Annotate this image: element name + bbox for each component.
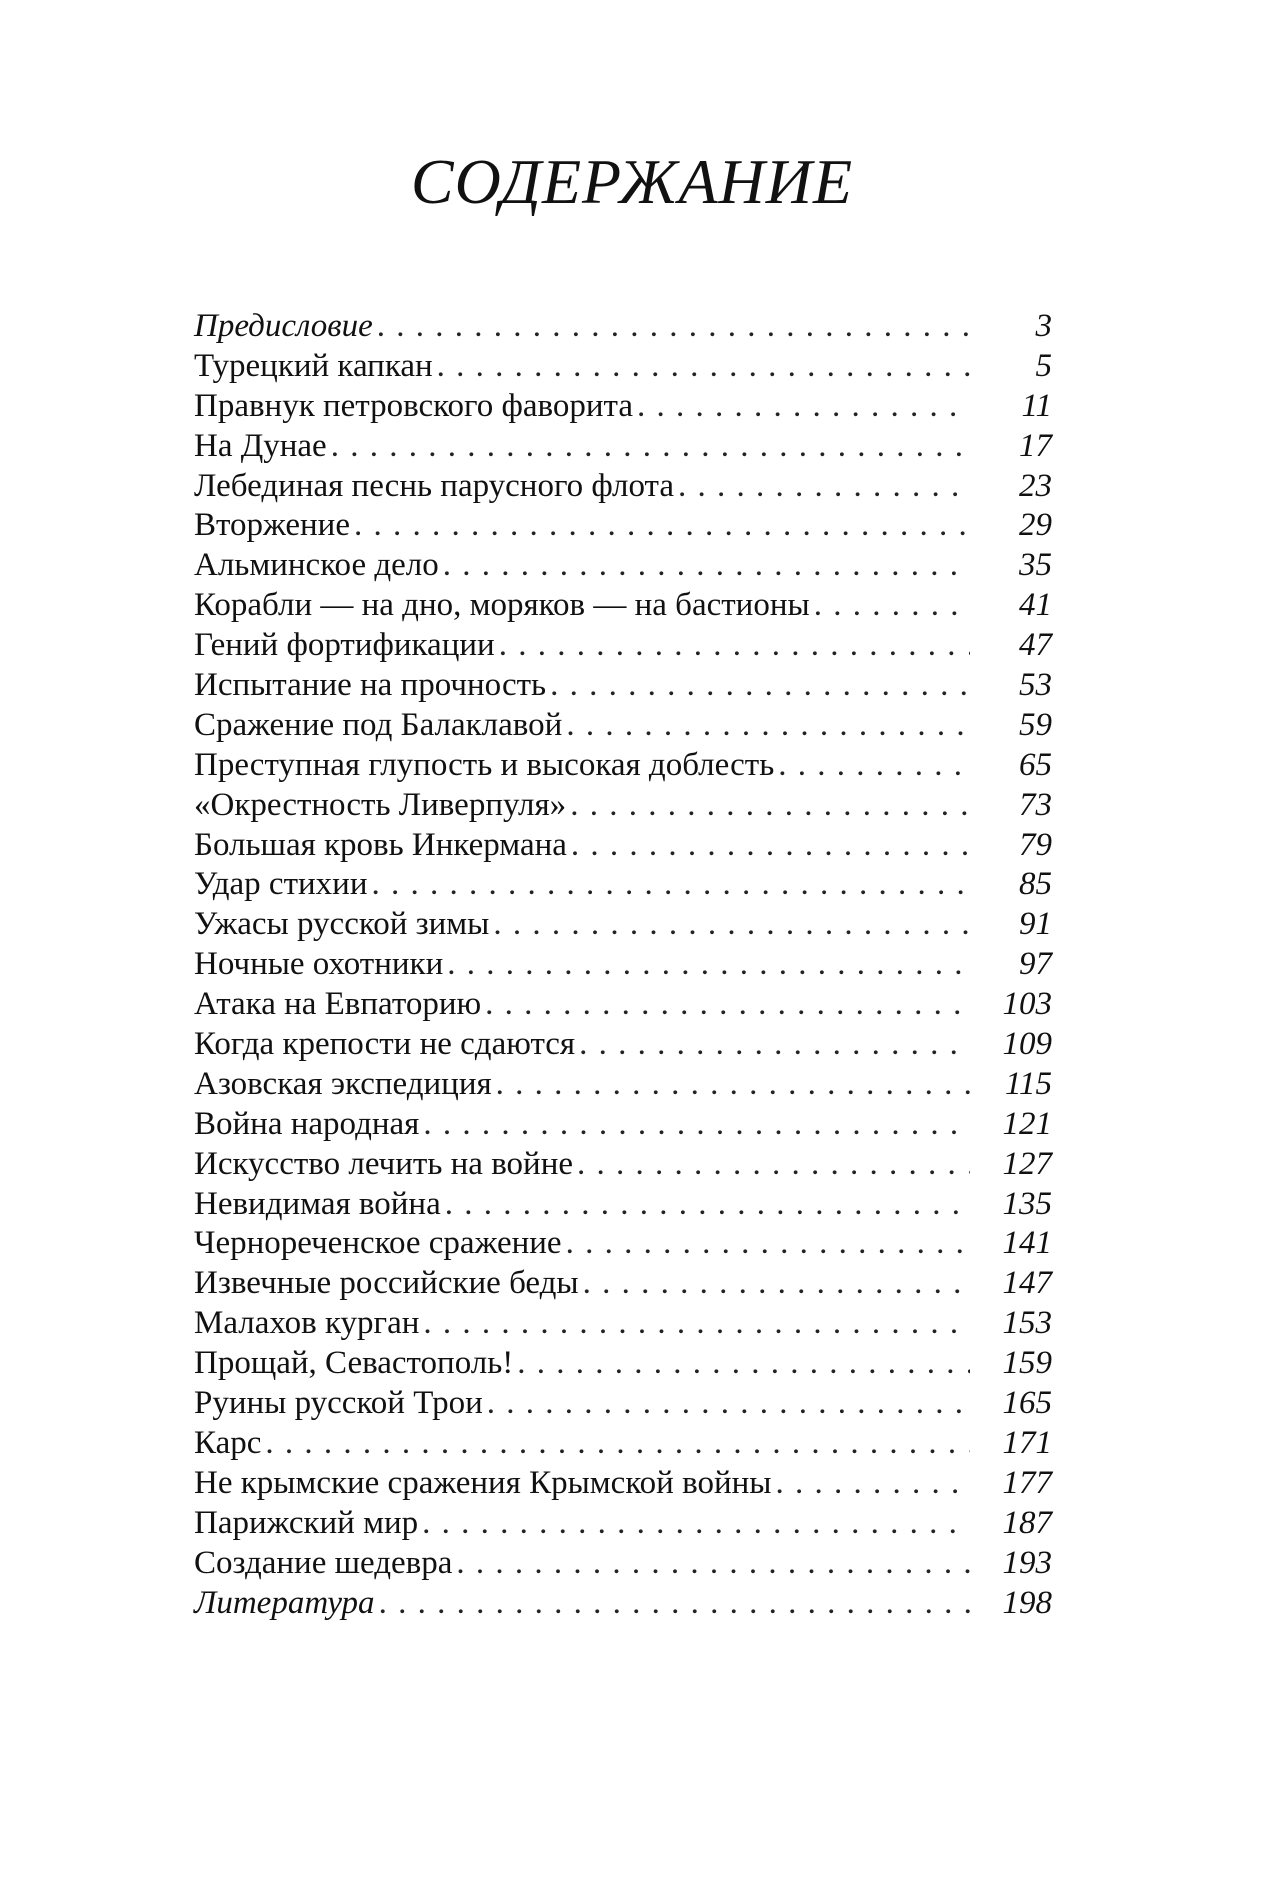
toc-entry <box>194 1384 1052 1424</box>
toc-entry <box>194 746 1052 786</box>
toc-entry-title: Невидимая война <box>194 1185 441 1222</box>
dot-leader <box>379 1584 970 1624</box>
toc-entry-title: Удар стихии <box>194 866 368 903</box>
toc-entry-title: Правнук петровского фаворита <box>194 387 634 424</box>
toc-entry-page: 79 <box>1019 826 1052 863</box>
toc-entry-page: 147 <box>1002 1265 1052 1302</box>
toc-entry <box>194 347 1052 387</box>
dot-leader <box>437 347 970 387</box>
toc-entry <box>194 1185 1052 1225</box>
dot-leader <box>637 387 970 427</box>
toc-entry-page: 5 <box>1035 347 1052 384</box>
toc-entry-title: Атака на Евпаторию <box>194 986 482 1023</box>
toc-entry-page: 187 <box>1002 1504 1052 1541</box>
toc-entry-title: Азовская экспедиция <box>194 1065 492 1102</box>
toc-entry-title: Гений фортификации <box>194 627 495 664</box>
toc-entry-page: 109 <box>1002 1026 1052 1063</box>
toc-entry-title: Когда крепости не сдаются <box>194 1026 576 1063</box>
toc-entry-page: 35 <box>1019 547 1052 584</box>
toc-entry-page: 177 <box>1002 1464 1052 1501</box>
dot-leader <box>331 427 970 467</box>
toc-entry-title: Руины русской Трои <box>194 1385 483 1422</box>
toc-entry-page: 135 <box>1002 1185 1052 1222</box>
toc-entry-title: Прощай, Севастополь! <box>194 1345 514 1382</box>
toc-entry-page: 59 <box>1019 706 1052 743</box>
toc-entry-page: 53 <box>1019 667 1052 704</box>
toc-entry-page: 47 <box>1019 627 1052 664</box>
dot-leader <box>778 746 970 786</box>
toc-entry-title: Турецкий капкан <box>194 347 433 384</box>
toc-entry-title: Парижский мир <box>194 1504 419 1541</box>
toc-entry-page: 3 <box>1035 308 1052 344</box>
toc-entry-title: Искусство лечить на войне <box>194 1145 574 1182</box>
toc-entry <box>194 307 1052 347</box>
toc-entry-page: 97 <box>1019 946 1052 983</box>
toc-entry-page: 103 <box>1002 986 1052 1023</box>
toc-entry <box>194 865 1052 905</box>
toc-entry-page: 91 <box>1019 906 1052 943</box>
toc-entry <box>194 1464 1052 1504</box>
toc-entry-title: Чернореченское сражение <box>194 1225 562 1262</box>
toc-entry-page: 17 <box>1019 427 1052 464</box>
toc-entry-page: 41 <box>1019 587 1052 624</box>
dot-leader <box>371 865 970 905</box>
dot-leader <box>566 1224 970 1264</box>
toc-entry <box>194 1344 1052 1384</box>
toc-entry-page: 115 <box>1004 1065 1052 1102</box>
toc-entry-page: 141 <box>1002 1225 1052 1262</box>
toc-entry-title: Предисловие <box>194 308 373 344</box>
dot-leader <box>423 1105 970 1145</box>
toc-entry-page: 171 <box>1002 1424 1052 1461</box>
toc-entry-title: Карс <box>194 1424 262 1461</box>
toc-entry <box>194 666 1052 706</box>
toc-entry <box>194 1145 1052 1185</box>
toc-entry <box>194 1025 1052 1065</box>
dot-leader <box>775 1464 970 1504</box>
dot-leader <box>517 1344 970 1384</box>
toc-entry-title: Война народная <box>194 1105 420 1142</box>
toc-entry <box>194 1584 1052 1624</box>
dot-leader <box>456 1544 970 1584</box>
toc-entry-title: Извечные российские беды <box>194 1265 579 1302</box>
dot-leader <box>678 467 970 507</box>
toc-entry-title: Ужасы русской зимы <box>194 906 490 943</box>
toc-entry-title: Вторжение <box>194 507 350 544</box>
dot-leader <box>377 307 970 347</box>
toc-entry <box>194 467 1052 507</box>
table-of-contents <box>194 307 1052 1623</box>
toc-entry-page: 198 <box>1002 1584 1052 1621</box>
toc-entry-title: Лебединая песнь парусного флота <box>194 467 674 504</box>
toc-entry-title: Литература <box>194 1584 375 1621</box>
dot-leader <box>570 786 970 826</box>
toc-entry-title: «Окрестность Ливерпуля» <box>194 786 567 823</box>
toc-entry <box>194 945 1052 985</box>
toc-entry <box>194 826 1052 866</box>
dot-leader <box>566 706 970 746</box>
toc-entry <box>194 905 1052 945</box>
dot-leader <box>487 1384 970 1424</box>
toc-entry-page: 193 <box>1002 1544 1052 1581</box>
dot-leader <box>447 945 970 985</box>
page-title: СОДЕРЖАНИЕ <box>410 146 854 217</box>
dot-leader <box>550 666 970 706</box>
toc-entry-page: 85 <box>1019 866 1052 903</box>
toc-entry <box>194 786 1052 826</box>
toc-entry <box>194 1264 1052 1304</box>
dot-leader <box>443 546 970 586</box>
toc-entry-page: 11 <box>1021 387 1052 424</box>
toc-entry-page: 159 <box>1002 1345 1052 1382</box>
dot-leader <box>577 1145 970 1185</box>
toc-entry-page: 65 <box>1019 746 1052 783</box>
dot-leader <box>265 1424 970 1464</box>
dot-leader <box>354 506 970 546</box>
toc-entry <box>194 546 1052 586</box>
toc-entry-page: 73 <box>1019 786 1052 823</box>
toc-entry <box>194 1544 1052 1584</box>
toc-entry-title: Альминское дело <box>194 547 439 584</box>
toc-entry <box>194 1105 1052 1145</box>
toc-entry-page: 127 <box>1002 1145 1052 1182</box>
toc-entry-title: Сражение под Балаклавой <box>194 706 563 743</box>
toc-entry-title: Корабли — на дно, моряков — на бастионы <box>194 587 810 624</box>
toc-entry-page: 121 <box>1002 1105 1052 1142</box>
toc-entry <box>194 586 1052 626</box>
toc-entry <box>194 387 1052 427</box>
toc-entry <box>194 1065 1052 1105</box>
dot-leader <box>485 985 970 1025</box>
toc-entry-title: Испытание на прочность <box>194 667 547 704</box>
dot-leader <box>499 626 970 666</box>
toc-entry-page: 23 <box>1019 467 1052 504</box>
toc-entry-title: На Дунае <box>194 427 327 464</box>
toc-entry-title: Создание шедевра <box>194 1544 453 1581</box>
dot-leader <box>493 905 970 945</box>
toc-entry-title: Малахов курган <box>194 1305 420 1342</box>
toc-entry-title: Не крымские сражения Крымской войны <box>194 1464 772 1501</box>
dot-leader <box>579 1025 970 1065</box>
dot-leader <box>422 1504 970 1544</box>
toc-entry-page: 165 <box>1002 1385 1052 1422</box>
toc-entry-title: Ночные охотники <box>194 946 444 983</box>
dot-leader <box>571 826 970 866</box>
toc-entry <box>194 1504 1052 1544</box>
toc-entry-title: Преступная глупость и высокая доблесть <box>194 746 775 783</box>
toc-entry <box>194 427 1052 467</box>
toc-entry-page: 29 <box>1019 507 1052 544</box>
dot-leader <box>814 586 970 626</box>
toc-entry <box>194 626 1052 666</box>
dot-leader <box>423 1304 970 1344</box>
toc-entry-title: Большая кровь Инкермана <box>194 826 567 863</box>
toc-entry-page: 153 <box>1002 1305 1052 1342</box>
toc-entry <box>194 1224 1052 1264</box>
toc-entry <box>194 985 1052 1025</box>
dot-leader <box>583 1264 970 1304</box>
dot-leader <box>445 1185 970 1225</box>
toc-entry <box>194 706 1052 746</box>
toc-entry <box>194 506 1052 546</box>
toc-entry <box>194 1424 1052 1464</box>
toc-entry <box>194 1304 1052 1344</box>
dot-leader <box>496 1065 970 1105</box>
